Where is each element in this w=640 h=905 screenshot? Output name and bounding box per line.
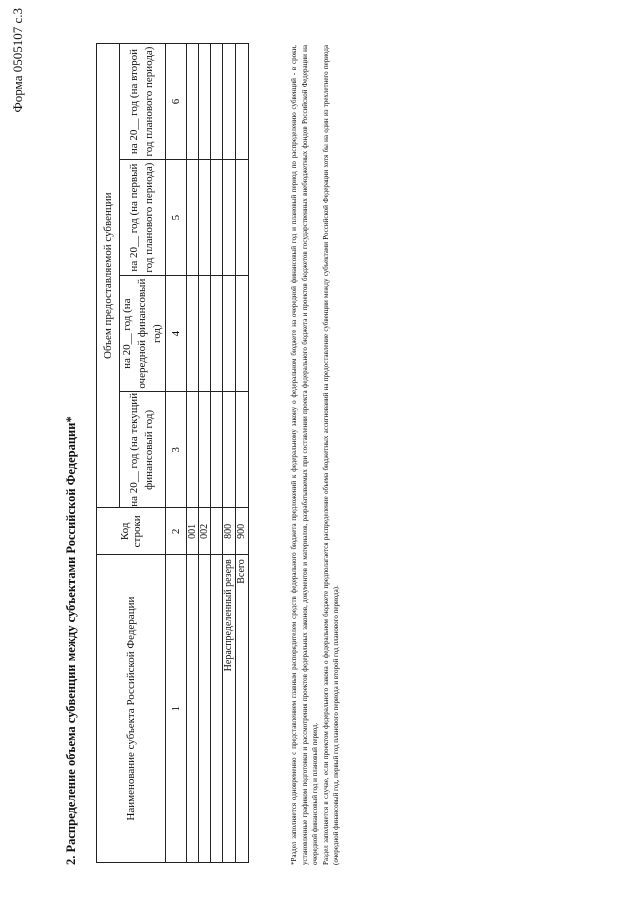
footnote bbox=[289, 45, 342, 865]
value-cell[interactable] bbox=[235, 160, 248, 276]
row-code-cell bbox=[210, 508, 222, 555]
column-number-row bbox=[165, 44, 186, 863]
value-cell[interactable] bbox=[198, 276, 210, 392]
form-code: Форма 0505107 с.3 bbox=[10, 8, 25, 113]
value-cell[interactable] bbox=[186, 160, 198, 276]
row-name-cell[interactable] bbox=[198, 555, 210, 863]
header-col6: на 20__ год (на второй год планового периода) bbox=[120, 44, 166, 160]
header-row-1 bbox=[97, 44, 120, 863]
table-row bbox=[210, 44, 222, 863]
value-cell[interactable] bbox=[186, 44, 198, 160]
value-cell[interactable] bbox=[186, 392, 198, 508]
value-cell[interactable] bbox=[235, 44, 248, 160]
value-cell[interactable] bbox=[198, 44, 210, 160]
row-name-cell[interactable] bbox=[210, 555, 222, 863]
section-title: 2. Распределение объема субвенции между субъектами Российской Федерации* bbox=[64, 416, 78, 865]
value-cell[interactable] bbox=[210, 392, 222, 508]
column-number: 2 bbox=[165, 508, 186, 555]
footnote-paragraph-2: Раздел заполняется в случае, если проектом федерального закона о федеральном бюджете предполагается распределение объема бюджетных ассигнований на предоставление субвенции между субъектами Российской Федерации хотя бы на один из трехлетнего периода (очередной финансовый год, первый год планового периода и второй год планового периода). bbox=[321, 45, 340, 865]
value-cell[interactable] bbox=[198, 392, 210, 508]
subvention-distribution-table bbox=[96, 43, 249, 863]
footnote-paragraph-1: *Раздел заполняется одновременно с представлением главным распорядителем средств федерального бюджета предложений к федеральному закону о федеральном бюджете на очередной финансовый год и плановый период по распределению субвенций - в сроки, установленные графиком подготовки и рассмотрения проектов федеральных законов, документов и материалов, разрабатываемых при составлении проекта федерального бюджета и проектов бюджетов государственных внебюджетных фондов Российской Федерации на очередной финансовый год и плановый период. bbox=[290, 45, 319, 865]
row-code-cell: 001 bbox=[186, 508, 198, 555]
total-row bbox=[235, 44, 248, 863]
value-cell[interactable] bbox=[186, 276, 198, 392]
value-cell[interactable] bbox=[210, 276, 222, 392]
total-code: 900 bbox=[235, 508, 248, 555]
row-code-cell: 002 bbox=[198, 508, 210, 555]
column-number: 6 bbox=[165, 44, 186, 160]
value-cell[interactable] bbox=[222, 392, 235, 508]
value-cell[interactable] bbox=[210, 44, 222, 160]
value-cell[interactable] bbox=[222, 276, 235, 392]
value-cell[interactable] bbox=[198, 160, 210, 276]
header-code: Код строки bbox=[97, 508, 166, 555]
value-cell[interactable] bbox=[235, 276, 248, 392]
value-cell[interactable] bbox=[222, 160, 235, 276]
header-name: Наименование субъекта Российской Федерации bbox=[97, 555, 166, 863]
header-col3: на 20__ год (на текущий финансовый год) bbox=[120, 392, 166, 508]
header-col4: на 20__ год (на очередной финансовый год) bbox=[120, 276, 166, 392]
value-cell[interactable] bbox=[222, 44, 235, 160]
header-col5: на 20__ год (на первый год планового периода) bbox=[120, 160, 166, 276]
total-label: Всего bbox=[235, 555, 248, 863]
column-number: 5 bbox=[165, 160, 186, 276]
value-cell[interactable] bbox=[235, 392, 248, 508]
column-number: 3 bbox=[165, 392, 186, 508]
reserve-code: 800 bbox=[222, 508, 235, 555]
reserve-label: Нераспределенный резерв bbox=[222, 555, 235, 863]
value-cell[interactable] bbox=[210, 160, 222, 276]
column-number: 1 bbox=[165, 555, 186, 863]
header-group: Объем предоставляемой субвенции bbox=[97, 44, 120, 508]
row-name-cell[interactable] bbox=[186, 555, 198, 863]
column-number: 4 bbox=[165, 276, 186, 392]
reserve-row bbox=[222, 44, 235, 863]
table-row bbox=[198, 44, 210, 863]
table-row bbox=[186, 44, 198, 863]
